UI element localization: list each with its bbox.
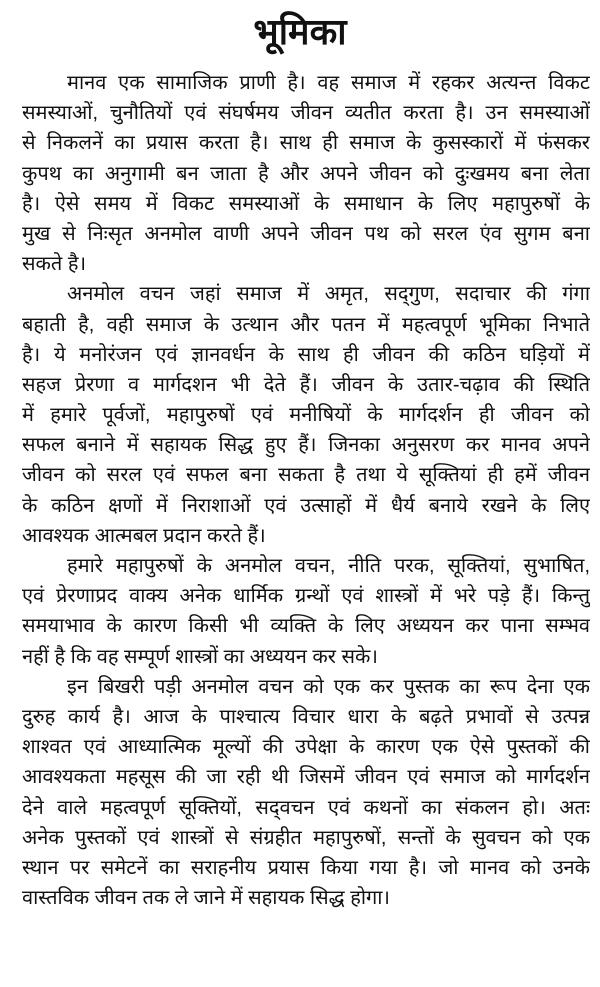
text-line: वास्तविक जीवन तक ले जाने में सहायक सिद्ध होगा। — [22, 887, 391, 910]
text-line: सहज प्रेरणा व मार्गदशन भी देते हैं। जीवन के उतार-चढ़ाव की स्थिति — [22, 373, 590, 396]
paragraph — [22, 672, 590, 914]
text-line: सकते है। — [22, 253, 87, 276]
text-line: है। ऐसे समय में विकट समस्याओं के समाधान के लिए महापुरुषों के — [22, 192, 590, 215]
text-line: के कठिन क्षणों में निराशाओं एवं उत्साहों में धैर्य बनाये रखने के लिए — [22, 494, 590, 517]
text-line: मानव एक सामाजिक प्राणी है। वह समाज में रहकर अत्यन्त विकट — [67, 72, 590, 94]
text-line: समयाभाव के कारण किसी भी व्यक्ति के लिए अध्ययन कर पाना सम्भव — [22, 615, 590, 638]
text-line: मुख से निःसृत अनमोल वाणी अपने जीवन पथ को सरल एंव सुगम बना — [22, 222, 590, 245]
text-line: स्थान पर समेटनें का सराहनीय प्रयास किया गया है। जो मानव को उनके — [22, 856, 590, 879]
text-line: आवश्यकता महसूस की जा रही थी जिसमें जीवन एवं समाज को मार्गदर्शन — [22, 766, 590, 789]
text-line: एवं प्रेरणाप्रद वाक्य अनेक धार्मिक ग्रन्थों एवं शास्त्रों में भरे पड़े हैं। किन्तु — [22, 585, 590, 608]
text-line: कुपथ का अनुगामी बन जाता है और अपने जीवन को दुःखमय बना लेता — [22, 162, 590, 185]
text-line: है। ये मनोरंजन एवं ज्ञानवर्धन के साथ ही जीवन की कठिन घड़ियों में — [22, 343, 590, 366]
text-line: जीवन को सरल एवं सफल बना सकता है तथा ये सूक्तियां ही हमें जीवन — [22, 464, 590, 487]
text-line: दुरुह कार्य है। आज के पाश्चात्य विचार धारा के बढ़ते प्रभावों से उत्पन्न — [22, 705, 590, 728]
text-line: इन बिखरी पड़ी अनमोल वचन को एक कर पुस्तक का रूप देना एक — [67, 675, 590, 698]
text-line: समस्याओं, चुनौतियों एवं संघर्षमय जीवन व्यतीत करता है। उन समस्याओं — [22, 102, 590, 125]
page-title: भूमिका — [253, 11, 347, 52]
text-line: अनमोल वचन जहां समाज में अमृत, सद्‌गुण, सदाचार की गंगा — [67, 283, 590, 306]
document-body — [22, 68, 590, 913]
text-line: हमारे महापुरुषों के अनमोल वचन, नीति परक, सूक्तियां, सुभाषित, — [67, 555, 590, 577]
text-line: देने वाले महत्वपूर्ण सूक्तियों, सद्‌वचन एवं कथनों का संकलन हो। अतः — [22, 796, 590, 819]
paragraph — [22, 551, 590, 672]
paragraph — [22, 68, 590, 279]
text-line: में हमारे पूर्वजों, महापुरुषों एवं मनीषियों के मार्गदर्शन ही जीवन को — [22, 404, 590, 427]
text-line: नहीं है कि वह सम्पूर्ण शास्त्रों का अध्ययन कर सके। — [22, 645, 378, 668]
text-line: बहाती है, वही समाज के उत्थान और पतन में महत्वपूर्ण भूमिका निभाते — [22, 313, 590, 336]
text-line: से निकलनें का प्रयास करता है। साथ ही समाज के कुसस्कारों में फंसकर — [22, 132, 590, 155]
text-line: आवश्यक आत्मबल प्रदान करते हैं। — [22, 524, 266, 547]
text-line: अनेक पुस्तकों एवं शास्त्रों से संग्रहीत महापुरुषों, सन्तों के सुवचन को एक — [22, 826, 590, 849]
text-line: सफल बनाने में सहायक सिद्ध हुए हैं। जिनका अनुसरण कर मानव अपने — [22, 434, 590, 457]
paragraph — [22, 279, 590, 551]
text-line: शाश्वत एवं आध्यात्मिक मूल्यों की उपेक्षा के कारण एक ऐसे पुस्तकों की — [22, 736, 590, 759]
